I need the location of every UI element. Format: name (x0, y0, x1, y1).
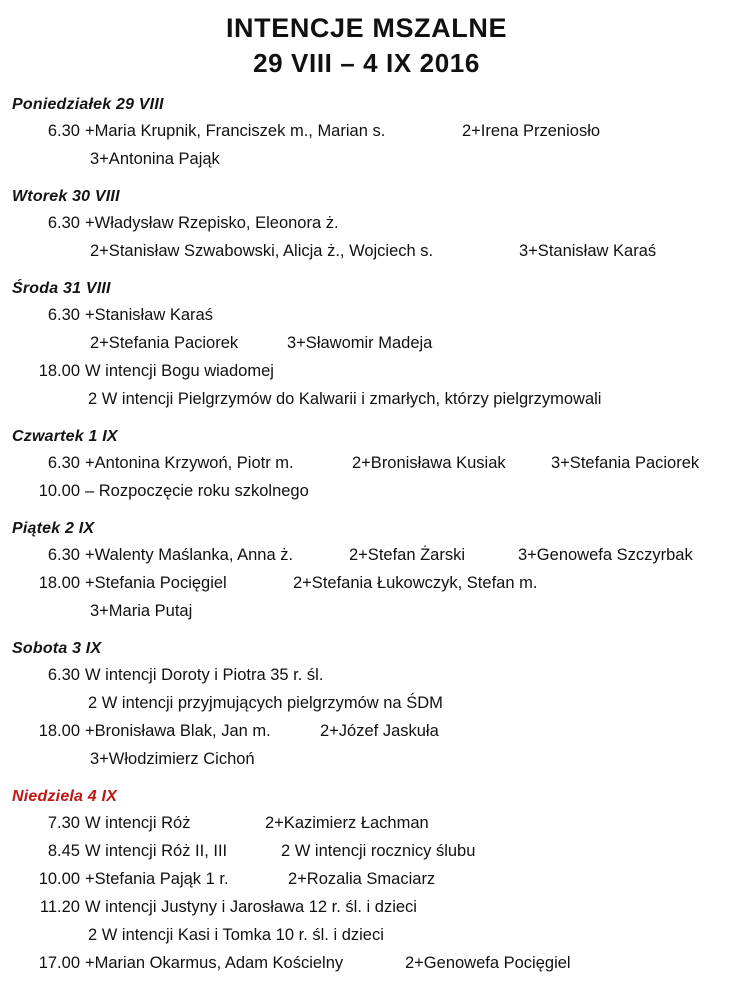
mass-intention-primary: W intencji Róż II, III (85, 842, 228, 860)
mass-subrow (0, 385, 733, 413)
mass-intention-secondary: 3+Sławomir Madeja (287, 334, 433, 352)
mass-intention-secondary: 3+Stanisław Karaś (519, 242, 657, 260)
mass-row (0, 449, 733, 477)
mass-intention-secondary: 2 W intencji rocznicy ślubu (281, 842, 476, 860)
mass-intention-continuation: 3+Maria Putaj (90, 602, 193, 620)
mass-intention-primary: +Marian Okarmus, Adam Kościelny (85, 954, 344, 972)
mass-time: 6.30 (47, 454, 80, 472)
day-heading: Czwartek 1 IX (12, 428, 118, 445)
mass-intention-secondary: 2+Kazimierz Łachman (265, 814, 429, 832)
page-title: INTENCJE MSZALNE (225, 13, 508, 43)
day-heading: Środa 31 VIII (12, 280, 111, 297)
mass-time: 18.00 (38, 362, 80, 380)
mass-row (0, 893, 733, 921)
mass-row (0, 541, 733, 569)
day-section (0, 519, 733, 625)
mass-time: 10.00 (38, 870, 80, 888)
mass-subrow (0, 689, 733, 717)
mass-intention-primary: +Stefania Pająk 1 r. (85, 870, 229, 888)
mass-intention-continuation: 3+Włodzimierz Cichoń (90, 750, 255, 768)
mass-time: 17.00 (38, 954, 80, 972)
mass-intention-secondary: 2+Józef Jaskuła (320, 722, 439, 740)
mass-subrow (0, 745, 733, 773)
mass-row (0, 661, 733, 689)
mass-time: 18.00 (38, 574, 80, 592)
mass-subrow (0, 237, 733, 265)
mass-intention-secondary: 2+Irena Przeniosło (462, 122, 601, 140)
day-heading: Poniedziałek 29 VIII (12, 96, 164, 113)
mass-intention-primary: +Stefania Pocięgiel (85, 574, 227, 592)
day-heading: Sobota 3 IX (12, 640, 102, 657)
mass-intention-secondary: 2+Genowefa Pocięgiel (405, 954, 571, 972)
mass-intention-primary: +Maria Krupnik, Franciszek m., Marian s. (85, 122, 386, 140)
mass-intention-primary: +Stanisław Karaś (85, 306, 213, 324)
day-section (0, 639, 733, 773)
mass-intention-secondary: 2+Stefania Łukowczyk, Stefan m. (293, 574, 538, 592)
mass-time: 18.00 (38, 722, 80, 740)
day-section (0, 279, 733, 413)
day-heading: Wtorek 30 VIII (12, 188, 120, 205)
mass-row (0, 717, 733, 745)
mass-intention-primary: +Walenty Maślanka, Anna ż. (85, 546, 294, 564)
day-section (0, 95, 733, 173)
mass-row (0, 865, 733, 893)
mass-row (0, 117, 733, 145)
mass-intention-continuation: 2 W intencji przyjmujących pielgrzymów na ŚDM (88, 694, 443, 712)
day-section (0, 187, 733, 265)
mass-time: 6.30 (47, 214, 80, 232)
mass-intention-primary: +Antonina Krzywoń, Piotr m. (85, 454, 294, 472)
mass-time: 6.30 (47, 122, 80, 140)
mass-intention-primary: W intencji Róż (85, 814, 191, 832)
mass-row (0, 301, 733, 329)
mass-time: 8.45 (47, 842, 80, 860)
mass-intention-continuation: 2+Stefania Paciorek (90, 334, 239, 352)
mass-intention-secondary: 3+Genowefa Szczyrbak (518, 546, 693, 564)
mass-row (0, 569, 733, 597)
mass-intention-continuation: 3+Antonina Pająk (90, 150, 220, 168)
mass-intention-continuation: 2 W intencji Kasi i Tomka 10 r. śl. i dzieci (88, 926, 384, 944)
mass-intention-primary: W intencji Doroty i Piotra 35 r. śl. (85, 666, 324, 684)
mass-time: 6.30 (47, 666, 80, 684)
mass-intention-primary: W intencji Justyny i Jarosława 12 r. śl. i dzieci (85, 898, 417, 916)
page-subtitle-date-range: 29 VIII – 4 IX 2016 (253, 48, 480, 78)
day-section (0, 787, 733, 977)
mass-row (0, 357, 733, 385)
mass-row (0, 949, 733, 977)
mass-subrow (0, 329, 733, 357)
day-section (0, 427, 733, 505)
mass-time: 6.30 (47, 306, 80, 324)
mass-row (0, 477, 733, 505)
mass-intention-secondary: 3+Stefania Paciorek (551, 454, 700, 472)
mass-intention-continuation: 2+Stanisław Szwabowski, Alicja ż., Wojciech s. (90, 242, 434, 260)
mass-row (0, 809, 733, 837)
mass-time: 7.30 (47, 814, 80, 832)
mass-subrow (0, 145, 733, 173)
mass-intention-primary: +Bronisława Blak, Jan m. (85, 722, 271, 740)
mass-intention-primary: +Władysław Rzepisko, Eleonora ż. (85, 214, 339, 232)
day-heading: Niedziela 4 IX (12, 788, 118, 805)
day-heading: Piątek 2 IX (12, 520, 95, 537)
schedule-list (0, 95, 733, 977)
mass-intention-primary: W intencji Bogu wiadomej (85, 362, 274, 380)
mass-subrow (0, 597, 733, 625)
mass-time: 11.20 (39, 898, 80, 916)
mass-intention-primary: – Rozpoczęcie roku szkolnego (85, 482, 309, 500)
mass-intention-secondary: 2+Rozalia Smaciarz (288, 870, 436, 888)
mass-row (0, 837, 733, 865)
document-title-block (0, 0, 733, 81)
mass-intention-secondary: 2+Bronisława Kusiak (352, 454, 506, 472)
mass-time: 10.00 (38, 482, 80, 500)
mass-intention-secondary: 2+Stefan Żarski (349, 546, 466, 564)
mass-subrow (0, 921, 733, 949)
mass-intention-continuation: 2 W intencji Pielgrzymów do Kalwarii i zmarłych, którzy pielgrzymowali (88, 390, 602, 408)
mass-row (0, 209, 733, 237)
mass-time: 6.30 (47, 546, 80, 564)
